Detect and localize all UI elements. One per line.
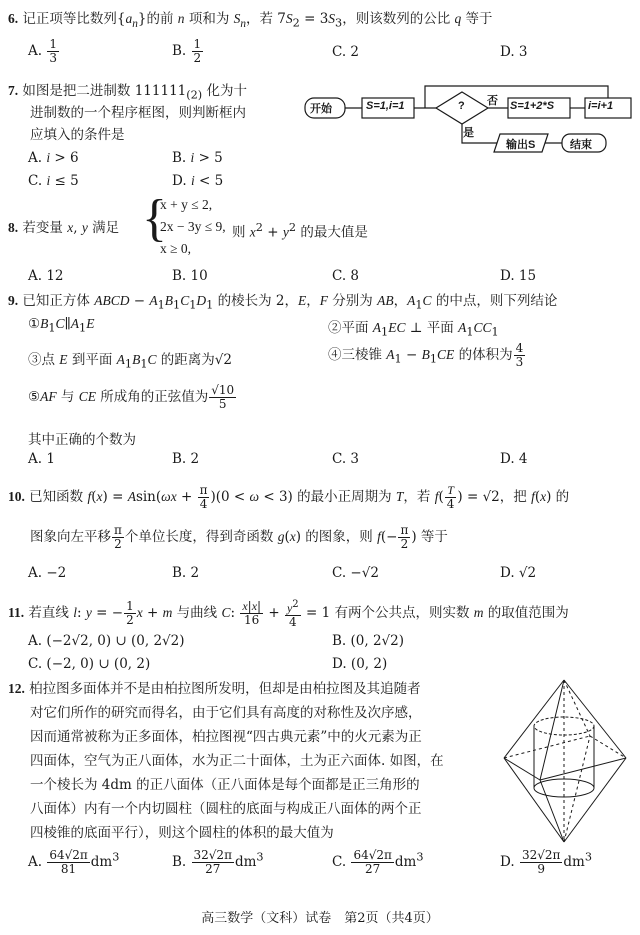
q9-statement-4: ④三棱锥 $A_1 - B_1CE$ 的体积为 $\frac{4}{3}$ [328,341,524,369]
q12-line-7: 四棱锥的底面平行），则这个圆柱的体积的最大值为 [30,825,334,841]
flow-cond-label: ? [458,100,465,112]
q10-option-a: A. −2 [28,565,67,581]
q8-stem-post: 则 $x^2 + y^2$ 的最大值是 [232,221,368,241]
flow-yes-label: 是 [463,127,474,139]
q12-option-a: A. $\frac{64√2\pi}{81}$ $dm^3$ [28,848,120,876]
flow-update-s-label: S=1+2*S [510,100,555,112]
q8-cond-2: 2x − 3y ≤ 9, [160,219,226,234]
q7-stem-3: 应填入的条件是 [30,127,125,143]
q11-option-c: C. (−2, 0) ∪ (0, 2) [28,656,151,672]
q11-stem: 11. 若直线 l: y = − $\frac{1}{2}$ x + m 与曲线 C: $\frac{x|x|}{16}$ + $\frac{y^2}{4}$ = 1 有两个公共点，则实数 m 的取值范围为 [8,599,569,629]
flow-init-label: S=1,i=1 [366,100,405,112]
q12-octahedron-figure [498,676,633,846]
q9-statement-2: ②平面 $A_1EC$ ⊥ 平面 $A_1CC_1$ [328,320,499,339]
q10-option-b: B. 2 [172,565,200,581]
q9-statement-1: $①B_1C\parallel A_1E$ [28,316,95,335]
q7-stem-2: 进制数的一个程序框图，则判断框内 [30,105,246,121]
q8-option-b: B. 10 [172,268,208,284]
q12-option-b: B. $\frac{32√2\pi}{27}$ $dm^3$ [172,848,264,876]
q12-line-5: 一个棱长为 4dm 的正八面体（正八面体是每个面都是正三角形的 [30,777,420,793]
q12-line-6: 八面体）内有一个内切圆柱（圆柱的底面与构成正八面体的两个正 [30,801,422,817]
q7-option-c: C. i ≤ 5 [28,173,79,189]
q9-option-c: C. 3 [332,451,360,467]
q12-option-c: C. $\frac{64√2\pi}{27}$ $dm^3$ [332,848,424,876]
q12-line-3: 因而通常被称为正多面体，柏拉图视“四古典元素”中的火元素为正 [30,729,422,745]
q9-stem: 9. 已知正方体 ABCD − $A_1B_1C_1D_1$ 的棱长为 2，E，F 分别为 AB，$A_1C$ 的中点，则下列结论 [8,293,558,312]
q9-option-b: B. 2 [172,451,200,467]
q8-option-a: A. 12 [28,268,64,284]
q8-option-c: C. 8 [332,268,360,284]
q6-stem: 6. 记正项等比数列$\{a_n\}$的前 n 项和为 $S_n$，若 $7S_2 = 3S_3$，则该数列的公比 q 等于 [8,11,493,30]
q11-option-d: D. (0, 2) [332,656,388,672]
q10-line-1: 10. 已知函数 f(x) = Asin(ωx + $\frac{\pi}{4}$ )(0 < ω < 3) 的最小正周期为 T，若 f( $\frac{T}{4}$ ) = √2，把 f(x) 的 [8,483,570,511]
q12-line-1: 12. 柏拉图多面体并不是由柏拉图所发明，但却是由柏拉图及其追随者 [8,681,421,697]
q12-line-2: 对它们所作的研究而得名，由于它们具有高度的对称性及次序感， [30,705,422,721]
q9-ask: 其中正确的个数为 [28,432,136,448]
q7-option-d: D. i < 5 [172,173,224,189]
page-footer: 高三数学（文科）试卷 第2页（共4页） [201,911,439,926]
q9-option-a: A. 1 [28,451,55,467]
q10-option-d: D. √2 [500,565,537,581]
q8-stem-pre: 8. 若变量 x, y 满足 [8,220,120,236]
flow-update-i-label: i=i+1 [588,100,614,112]
q10-option-c: C. −√2 [332,565,379,581]
q6-option-c: C. 2 [332,44,360,60]
q8-brace: { [142,190,167,247]
q8-cond-1: x + y ≤ 2, [160,197,213,212]
q7-option-a: A. i > 6 [28,150,79,166]
q6-option-b: B. $\frac{1}{2}$ [172,37,202,65]
flow-output-label: 输出S [506,139,536,151]
q6-option-d: D. 3 [500,44,528,60]
q9-option-d: D. 4 [500,451,528,467]
q6-option-a: A. $\frac{1}{3}$ [28,37,57,65]
q9-statement-5: ⑤AF 与 CE 所成角的正弦值为 $\frac{√10}{5}$ [28,383,235,411]
q11-option-a: A. (−2√2, 0) ∪ (0, 2√2) [28,633,185,649]
q7-option-b: B. i > 5 [172,150,223,166]
q9-statement-3: ③点 E 到平面 $A_1B_1C$ 的距离为√2 [28,352,232,371]
q7-stem-1: 7. 如图是把二进制数 $111111_{(2)}$ 化为十 [8,83,247,102]
q12-option-d: D. $\frac{32√2\pi}{9}$ $dm^3$ [500,848,592,876]
q11-option-b: B. (0, 2√2) [332,633,404,649]
q8-option-d: D. 15 [500,268,537,284]
q10-line-2: 图象向左平移 $\frac{\pi}{2}$ 个单位长度，得到奇函数 g(x) 的图象，则 f(− $\frac{\pi}{2}$ ) 等于 [30,523,448,551]
flow-end-label: 结束 [570,139,592,151]
q12-line-4: 四面体，空气为正八面体，水为正二十面体，土为正六面体. 如图，在 [30,753,444,769]
flow-start-label: 开始 [310,103,332,115]
flow-no-label: 否 [487,95,498,107]
q8-cond-3: x ≥ 0, [160,241,192,256]
